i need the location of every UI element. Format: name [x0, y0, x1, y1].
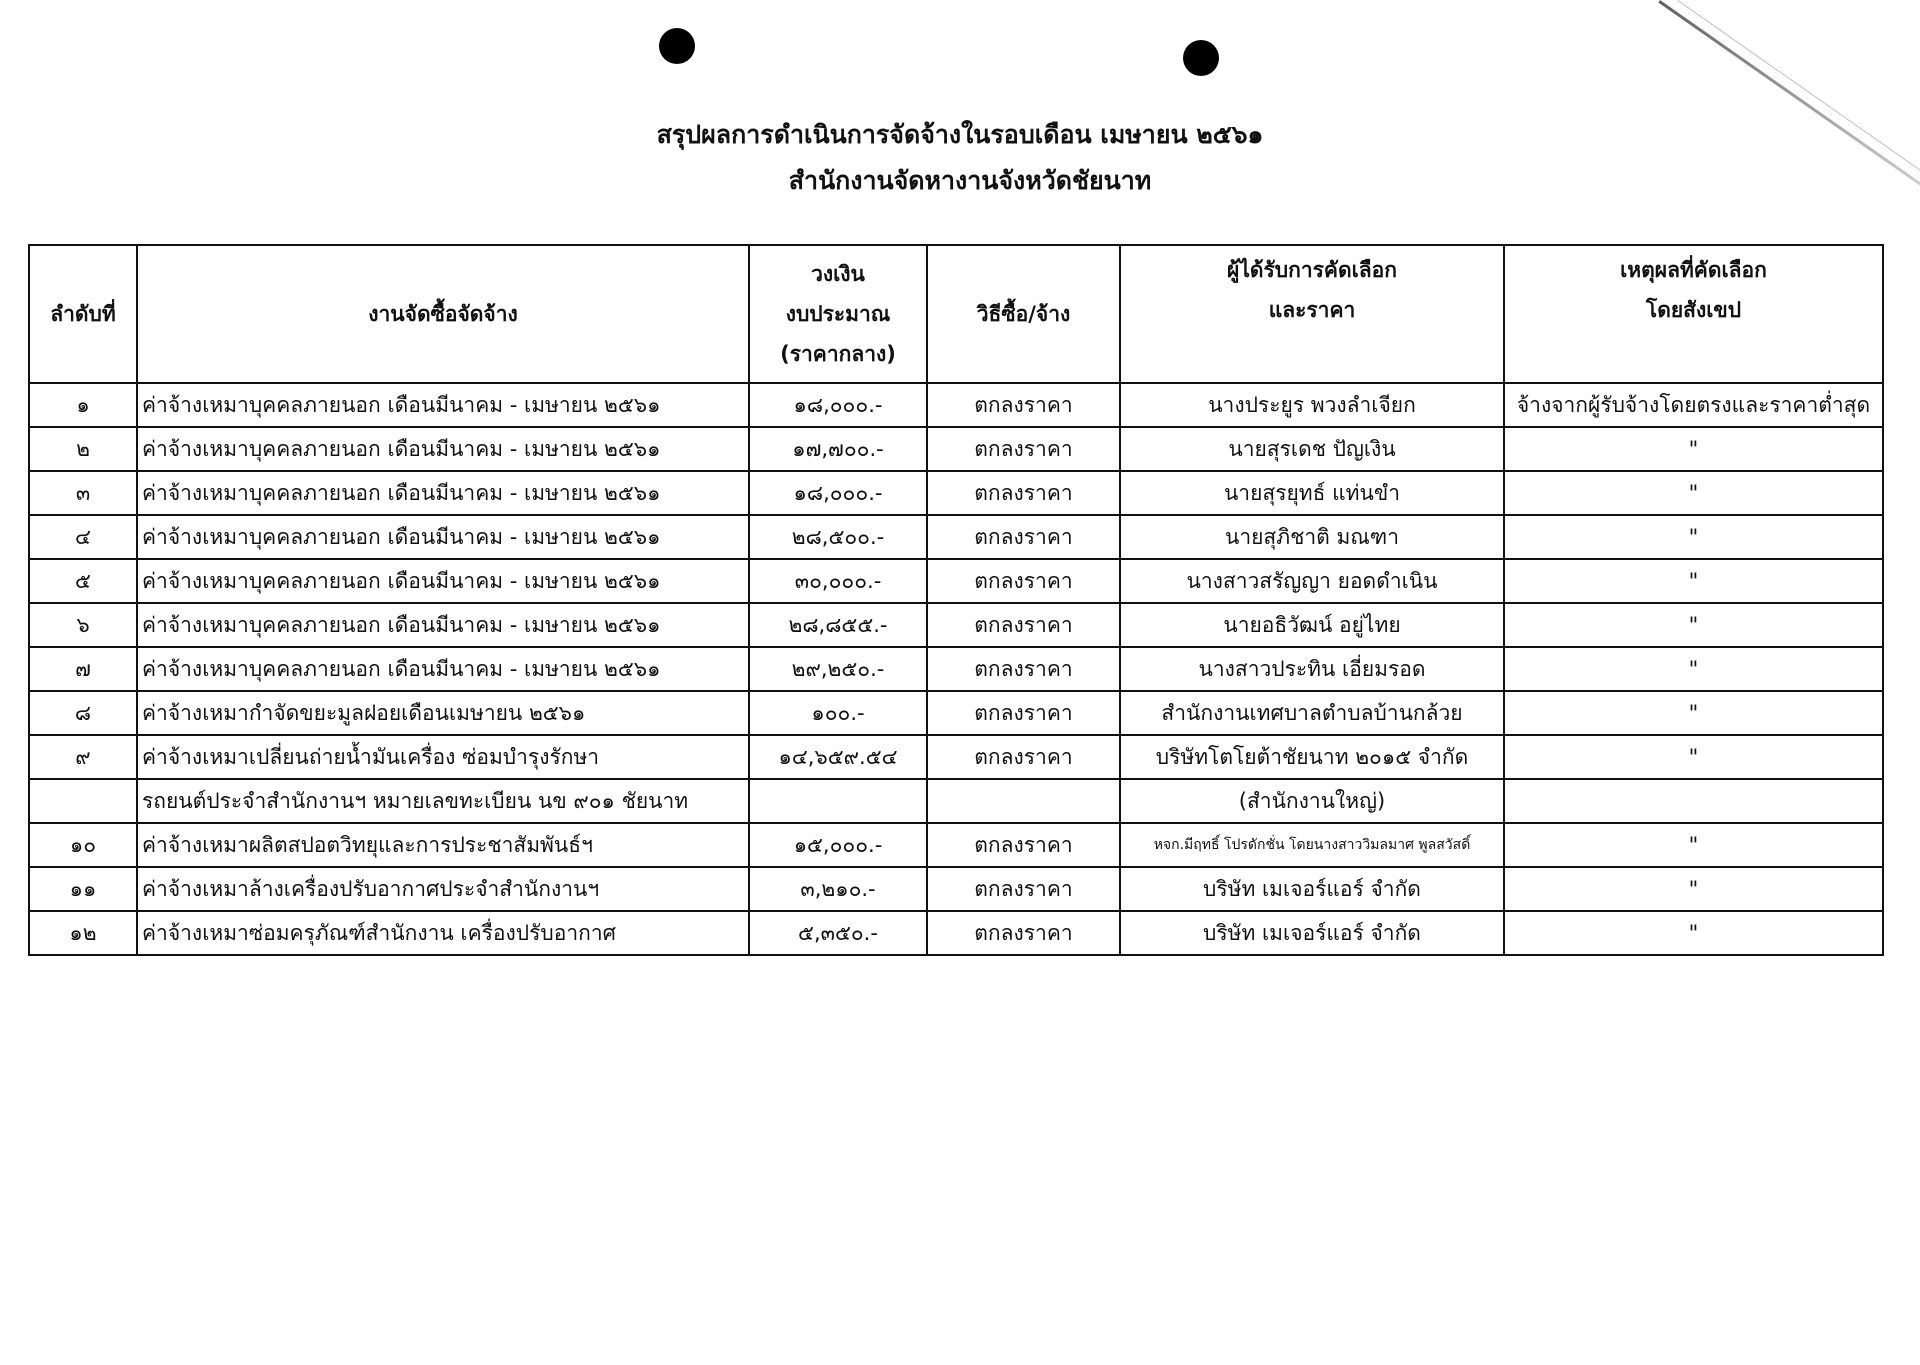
row-budget: ๑๘,๐๐๐.-: [749, 383, 927, 427]
table-row: [29, 779, 1883, 823]
row-number: ๓: [29, 471, 137, 515]
row-budget: ๓๐,๐๐๐.-: [749, 559, 927, 603]
row-number: ๑๑: [29, 867, 137, 911]
row-budget: ๓,๒๑๐.-: [749, 867, 927, 911]
row-item: ค่าจ้างเหมาบุคคลภายนอก เดือนมีนาคม - เมษายน ๒๕๖๑: [137, 471, 749, 515]
row-reason: จ้างจากผู้รับจ้างโดยตรงและราคาต่ำสุด: [1504, 383, 1883, 427]
row-budget: ๑๐๐.-: [749, 691, 927, 735]
header-winner: ผู้ได้รับการคัดเลือก และราคา: [1120, 245, 1504, 383]
row-number: ๑: [29, 383, 137, 427]
row-winner: นายสุภิชาติ มณฑา: [1120, 515, 1504, 559]
row-budget: ๒๘,๘๕๕.-: [749, 603, 927, 647]
table-body: [29, 383, 1883, 955]
table-row: [29, 471, 1883, 515]
row-budget: ๑๘,๐๐๐.-: [749, 471, 927, 515]
row-method: ตกลงราคา: [927, 515, 1120, 559]
row-item: ค่าจ้างเหมาผลิตสปอตวิทยุและการประชาสัมพันธ์ฯ: [137, 823, 749, 867]
row-item: รถยนต์ประจำสำนักงานฯ หมายเลขทะเบียน นข ๙๐๑ ชัยนาท: [137, 779, 749, 823]
row-item: ค่าจ้างเหมาบุคคลภายนอก เดือนมีนาคม - เมษายน ๒๕๖๑: [137, 427, 749, 471]
table-row: [29, 515, 1883, 559]
row-budget: ๒๘,๕๐๐.-: [749, 515, 927, 559]
row-item: ค่าจ้างเหมาบุคคลภายนอก เดือนมีนาคม - เมษายน ๒๕๖๑: [137, 383, 749, 427]
document-subtitle: สำนักงานจัดหางานจังหวัดชัยนาท: [788, 166, 1152, 195]
table-row: [29, 427, 1883, 471]
table-row: [29, 691, 1883, 735]
row-reason: [1504, 779, 1883, 823]
table-row: [29, 911, 1883, 955]
row-winner: บริษัท เมเจอร์แอร์ จำกัด: [1120, 867, 1504, 911]
row-item: ค่าจ้างเหมาเปลี่ยนถ่ายน้ำมันเครื่อง ซ่อมบำรุงรักษา: [137, 735, 749, 779]
row-winner: บริษัทโตโยต้าชัยนาท ๒๐๑๕ จำกัด: [1120, 735, 1504, 779]
row-method: ตกลงราคา: [927, 383, 1120, 427]
row-number: [29, 779, 137, 823]
document-title-block: [0, 112, 1920, 204]
row-method: ตกลงราคา: [927, 911, 1120, 955]
punch-hole-left: [659, 28, 695, 64]
row-reason: ": [1504, 603, 1883, 647]
row-method: ตกลงราคา: [927, 427, 1120, 471]
row-number: ๕: [29, 559, 137, 603]
row-method: ตกลงราคา: [927, 691, 1120, 735]
row-budget: ๕,๓๕๐.-: [749, 911, 927, 955]
row-number: ๗: [29, 647, 137, 691]
table-row: [29, 559, 1883, 603]
row-method: ตกลงราคา: [927, 559, 1120, 603]
row-item: ค่าจ้างเหมาบุคคลภายนอก เดือนมีนาคม - เมษายน ๒๕๖๑: [137, 603, 749, 647]
table-row: [29, 823, 1883, 867]
row-method: [927, 779, 1120, 823]
row-item: ค่าจ้างเหมาล้างเครื่องปรับอากาศประจำสำนักงานฯ: [137, 867, 749, 911]
row-method: ตกลงราคา: [927, 867, 1120, 911]
row-number: ๘: [29, 691, 137, 735]
row-item: ค่าจ้างเหมากำจัดขยะมูลฝอยเดือนเมษายน ๒๕๖๑: [137, 691, 749, 735]
row-reason: ": [1504, 867, 1883, 911]
row-reason: ": [1504, 559, 1883, 603]
row-number: ๒: [29, 427, 137, 471]
table-row: [29, 383, 1883, 427]
row-reason: ": [1504, 823, 1883, 867]
row-winner: นายสุรเดช ปัญเงิน: [1120, 427, 1504, 471]
row-number: ๑๐: [29, 823, 137, 867]
row-method: ตกลงราคา: [927, 647, 1120, 691]
row-method: ตกลงราคา: [927, 471, 1120, 515]
row-item: ค่าจ้างเหมาซ่อมครุภัณฑ์สำนักงาน เครื่องปรับอากาศ: [137, 911, 749, 955]
header-method: วิธีซื้อ/จ้าง: [927, 245, 1120, 383]
row-budget: [749, 779, 927, 823]
row-budget: ๒๙,๒๕๐.-: [749, 647, 927, 691]
row-method: ตกลงราคา: [927, 823, 1120, 867]
table-row: [29, 867, 1883, 911]
header-reason: เหตุผลที่คัดเลือก โดยสังเขป: [1504, 245, 1883, 383]
row-reason: ": [1504, 647, 1883, 691]
row-budget: ๑๔,๖๕๙.๕๔: [749, 735, 927, 779]
row-item: ค่าจ้างเหมาบุคคลภายนอก เดือนมีนาคม - เมษายน ๒๕๖๑: [137, 647, 749, 691]
row-item: ค่าจ้างเหมาบุคคลภายนอก เดือนมีนาคม - เมษายน ๒๕๖๑: [137, 515, 749, 559]
row-number: ๙: [29, 735, 137, 779]
row-reason: ": [1504, 911, 1883, 955]
row-budget: ๑๗,๗๐๐.-: [749, 427, 927, 471]
row-number: ๖: [29, 603, 137, 647]
row-method: ตกลงราคา: [927, 603, 1120, 647]
table-row: [29, 603, 1883, 647]
table-row: [29, 735, 1883, 779]
header-no: ลำดับที่: [29, 245, 137, 383]
row-winner: นางสาวสรัญญา ยอดดำเนิน: [1120, 559, 1504, 603]
procurement-summary-table: [28, 244, 1884, 956]
row-winner: นางประยูร พวงลำเจียก: [1120, 383, 1504, 427]
row-budget: ๑๕,๐๐๐.-: [749, 823, 927, 867]
row-winner: (สำนักงานใหญ่): [1120, 779, 1504, 823]
table-header-row: [29, 245, 1883, 383]
row-winner: นางสาวประทิน เอี่ยมรอด: [1120, 647, 1504, 691]
row-method: ตกลงราคา: [927, 735, 1120, 779]
row-reason: ": [1504, 691, 1883, 735]
row-winner: สำนักงานเทศบาลตำบลบ้านกล้วย: [1120, 691, 1504, 735]
row-winner: หจก.มีฤทธิ์ โปรดักชั่น โดยนางสาววิมลมาศ พูลสวัสดิ์: [1120, 823, 1504, 867]
punch-hole-right: [1183, 40, 1219, 76]
row-number: ๔: [29, 515, 137, 559]
row-reason: ": [1504, 515, 1883, 559]
document-title: สรุปผลการดำเนินการจัดจ้างในรอบเดือน เมษายน ๒๕๖๑: [656, 120, 1264, 149]
row-winner: นายอธิวัฒน์ อยู่ไทย: [1120, 603, 1504, 647]
row-reason: ": [1504, 427, 1883, 471]
row-reason: ": [1504, 471, 1883, 515]
row-reason: ": [1504, 735, 1883, 779]
row-item: ค่าจ้างเหมาบุคคลภายนอก เดือนมีนาคม - เมษายน ๒๕๖๑: [137, 559, 749, 603]
row-number: ๑๒: [29, 911, 137, 955]
header-item: งานจัดซื้อจัดจ้าง: [137, 245, 749, 383]
table-row: [29, 647, 1883, 691]
row-winner: บริษัท เมเจอร์แอร์ จำกัด: [1120, 911, 1504, 955]
header-budget: วงเงิน งบประมาณ (ราคากลาง): [749, 245, 927, 383]
row-winner: นายสุรยุทธ์ แท่นขำ: [1120, 471, 1504, 515]
